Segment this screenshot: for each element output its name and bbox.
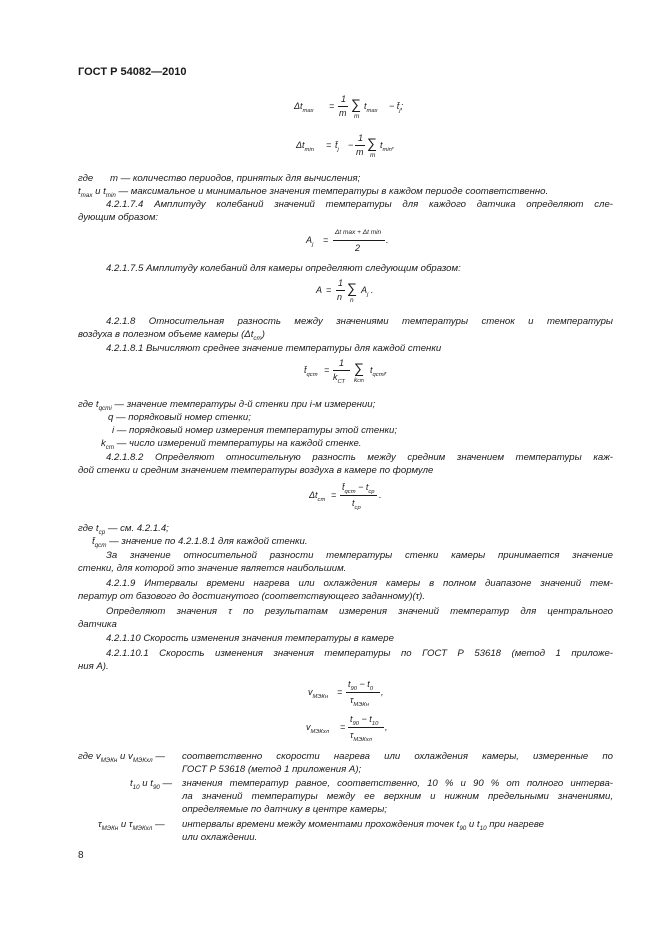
label-dash: — [159,778,173,789]
eq-lhs-sub: ст [317,496,326,503]
eq-end: , [384,365,388,375]
eq-den: τ [350,730,354,740]
eq-num-b-sub: 0 [369,685,374,692]
paragraph-4-2-1-8-line1: 4.2.1.8 Относительная разность между значениями температуры стенок и температуры [106,316,613,327]
label-sub2: МЭКхл [132,824,153,832]
eq-tbar: t̄ [335,140,338,150]
eq-sum: ∑ [354,360,364,376]
eq-lhs: v [306,722,311,732]
eq-sum-sub: m [354,113,360,120]
eq-equals: = [340,722,346,732]
paragraph-4-2-1-8-2-line2: дой стенки и средним значением температуры воздуха в камере по формуле [78,465,434,476]
paragraph-rel-diff-line1: За значение относительной разности температуры стенки камеры принимается значение [106,550,613,561]
eq-lhs-sub: МЭКхл [310,728,330,735]
paragraph-4-2-1-9-line2: ператур от базового до достигнутого (соответствующего заданному)(τ). [78,591,426,602]
label: τ [98,819,102,830]
eq-term: t [380,140,383,150]
paragraph-4-2-1-8-2-line1: 4.2.1.8.2 Определяют относительную разность между средним значением температуры каж- [106,452,613,463]
eq-end: . [386,235,389,245]
eq-lhs-sub: МЭКн [312,693,329,700]
eq-num-b-sub: 10 [371,720,379,727]
eq-end: . [370,285,374,295]
paragraph-4-2-1-8-1: 4.2.1.8.1 Вычисляют среднее значение температуры для каждой стенки [106,343,442,354]
where-v-label [78,750,165,767]
tmax-sub: max [80,191,93,199]
where-tau-def-line2: или охлаждении. [182,832,258,843]
para-sub: ст [253,334,262,342]
eq-num-plus: + [357,229,361,236]
eq-term: t [364,101,367,111]
tmin-sub: min [105,191,116,199]
where-v-def-line1: соответственно скорости нагрева или охлаждения камеры, измеренные по [182,751,613,762]
eq-sum-sub: n [350,297,354,304]
eq-num-a-sub: 90 [350,685,358,692]
def-b: и t [466,819,480,830]
eq-den-sub: МЭКхл [353,736,372,743]
eq-lhs: Δt [309,490,318,500]
where-t10-t90-def-line1: значения температур равное, соответственно, 10 % и 90 % от полного интерва- [182,778,613,789]
def-a: интервалы времени между моментами прохождения точек t [182,819,460,830]
label-and: и τ [118,819,133,830]
eq-equals: = [326,140,332,150]
definition: — см. 4.2.1.4; [105,523,169,534]
label-sub2: МЭКхл [132,756,153,764]
label: где v [78,751,101,762]
eq-num-minus: − t [359,679,370,689]
page-number: 8 [78,850,84,861]
paragraph-rel-diff-line2: стенки, для которой это значение является наибольшим. [78,563,347,574]
label-sub: ср [98,528,106,536]
eq-sum-sub-sub: ст [357,378,364,384]
eq-num-a: t [348,679,351,689]
label-and: и v [117,751,133,762]
eq-frac-num: 1 [358,133,364,143]
label-sub1: МЭКн [100,756,118,764]
eq-end: , [381,687,384,697]
eq-equals: = [326,285,332,295]
paragraph-4-2-1-9-line1: 4.2.1.9 Интервалы времени нагрева или охлаждения камеры в полном диапазоне значений тем- [106,578,613,589]
eq-frac-den: m [356,147,364,157]
document-header: ГОСТ Р 54082—2010 [78,66,187,78]
eq-lhs: v [308,687,313,697]
label-sub1: МЭКн [101,824,119,832]
paragraph-4-2-1-10: 4.2.1.10 Скорость изменения значения температуры в камере [106,633,394,644]
eq-frac-num: 1 [341,94,347,104]
eq-num-a-sub: 90 [352,720,360,727]
where-word: где [78,173,94,184]
paragraph-4-2-1-10-1-line2: ния А). [78,661,109,672]
eq-den-sub: МЭКн [353,701,369,708]
eq-num-a: t max [339,229,356,236]
eq-term-sub: max [366,107,378,114]
eq-term-sub: j [367,291,369,298]
label: t̄ [92,536,95,547]
eq-equals: = [331,490,337,500]
label: где t [78,523,99,534]
label: t [130,778,133,789]
eq-frac-den: k [333,372,338,382]
eq-lhs-sub: qст [306,371,318,378]
definition: — число измерений температуры на каждой стенке. [114,438,362,449]
paragraph-tau-line1: Определяют значения τ по результатам измерения значений температур для центрального [106,606,613,617]
eq-den: t [352,498,355,508]
eq-frac-den: n [337,292,343,302]
label-sub1: 10 [132,783,140,791]
where-q: q — порядковый номер стенки; [108,412,251,423]
and-t: и t [92,186,106,197]
eq-num-a: t [350,714,353,724]
eq-tbar-sub: j [337,146,339,153]
eq-equals: = [323,235,329,245]
eq-num-a: t̄ [342,482,345,492]
eq-den-sub: ср [354,504,361,511]
eq-num-b: t min [367,229,382,236]
where-t10-t90-def-line2: ла значений температуры между ее верхним и нижним предельными значениями, [182,791,613,802]
eq-term-sub: min [382,146,392,153]
where-i: i — порядковый номер измерения температуры этой стенки; [112,425,398,436]
paragraph-4-2-1-10-1-line1: 4.2.1.10.1 Скорость изменения значения температуры по ГОСТ Р 53618 (метод 1 приложе- [106,648,613,659]
eq-den: 2 [355,243,361,253]
def-sub1: 90 [459,824,467,832]
paragraph-4-2-1-7-5: 4.2.1.7.5 Амплитуду колебаний для камеры определяют следующим образом: [106,263,461,274]
where-t10-t90-label [130,777,172,794]
eq-lhs: t̄ [304,365,307,375]
eq-lhs: A [316,285,323,295]
definition: — значение температуры д-й стенки при i-м измерении; [111,399,376,410]
eq-num-delta-a: Δ [335,229,340,236]
eq-num-b-sub: ср [368,488,375,495]
eq-end: . [379,490,382,500]
def-sub2: 10 [479,824,487,832]
eq-lhs-sub: max [302,107,314,114]
eq-sum: ∑ [351,96,361,112]
eq-term: A [361,285,368,295]
eq-minus-sub: j [399,107,401,114]
eq-num-minus: − t [358,482,369,492]
symbol-m: m [109,173,118,184]
m-definition: — количество периодов, принятых для вычисления; [120,173,361,184]
eq-sum-sub: m [370,152,376,159]
eq-num-a-sub: qст [344,488,356,495]
eq-term-sub: qстi [372,371,385,378]
para-end: ) [261,329,265,340]
eq-num-delta-b: Δ [362,229,368,236]
label-dash: — [152,819,165,830]
label-dash: — [152,751,165,762]
eq-minus: − t̄ [389,101,400,111]
eq-frac-num: 1 [339,358,345,368]
where-m [78,172,360,185]
eq-frac-den: m [339,108,347,118]
paragraph-4-2-1-7-4-line1: 4.2.1.7.4 Амплитуду колебаний значений температуры для каждого датчика определяют сле- [106,199,613,210]
eq-frac-den-sub: СТ [337,378,346,385]
where-tau-label [98,818,165,835]
eq-end: ; [400,101,404,111]
eq-end: , [385,722,388,732]
eq-equals: = [329,101,335,111]
eq-term: t [370,365,373,375]
eq-sum: ∑ [347,280,357,296]
eq-frac-num: 1 [338,278,344,288]
label-sub: qст [94,541,107,549]
def-c: при нагреве [486,819,544,830]
where-v-def-line2: ГОСТ Р 53618 (метод 1 приложения А); [182,764,362,775]
label-sub2: 90 [152,783,160,791]
symbol-t: t [78,186,81,197]
label-sub: ст [105,443,115,451]
paragraph-tau-line2: датчика [78,619,117,630]
eq-den: τ [350,695,354,705]
tmax-tmin-definition: — максимальное и минимальное значения температуры в каждом периоде соответственно. [115,186,549,197]
label: k [101,438,106,449]
eq-sum: ∑ [367,135,377,151]
eq-lhs-sub: j [312,241,314,248]
label-and: и t [139,778,153,789]
eq-sum-sub: k [354,377,358,384]
eq-num-minus: − t [361,714,372,724]
paragraph-4-2-1-7-4-line2: дующим образом: [78,212,159,223]
eq-lhs: Δt [296,140,305,150]
eq-lhs: A [306,235,313,245]
label: где t [78,399,99,410]
eq-lhs-sub: min [304,146,314,153]
para-text: воздуха в полезном объеме камеры (Δt [78,329,254,340]
where-t10-t90-def-line3: определяемые по датчику в центре камеры; [182,804,387,815]
eq-minus: − [348,140,354,150]
eq-equals: = [324,365,330,375]
eq-lhs: Δt [294,101,303,111]
label-sub: qстi [98,404,112,412]
definition: — значение по 4.2.1.8.1 для каждой стенки. [106,536,308,547]
eq-end: , [391,140,395,150]
eq-equals: = [337,687,343,697]
